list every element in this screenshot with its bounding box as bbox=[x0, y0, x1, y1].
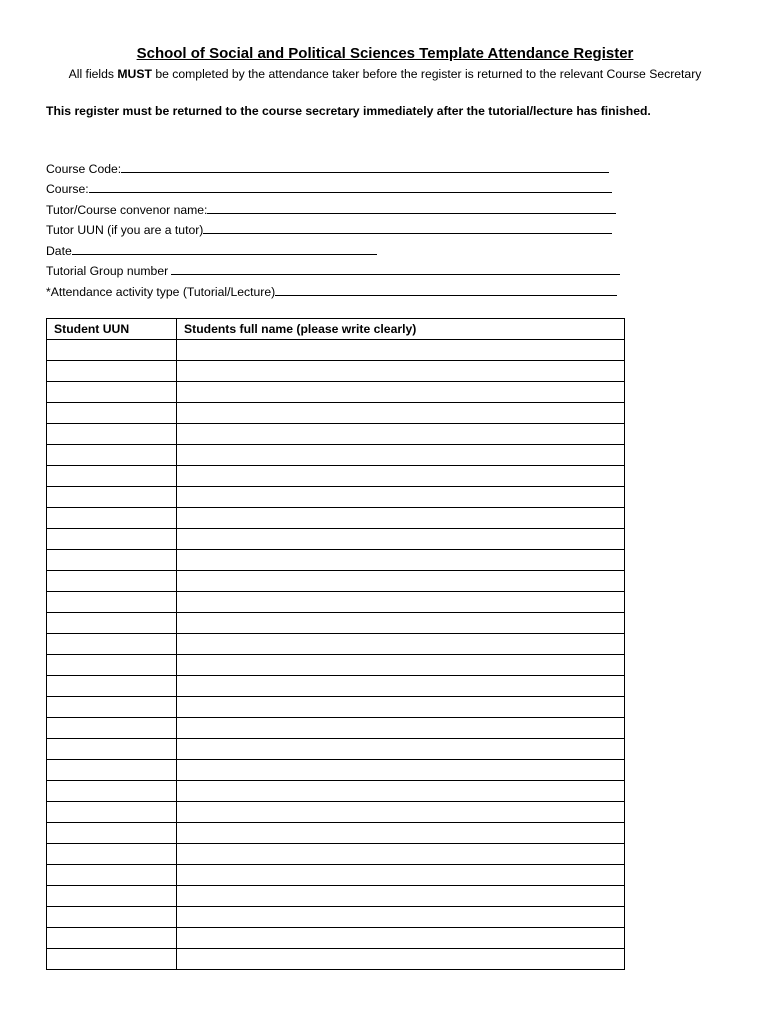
student-uun-cell[interactable] bbox=[47, 802, 177, 823]
student-name-cell[interactable] bbox=[177, 445, 625, 466]
student-name-cell[interactable] bbox=[177, 487, 625, 508]
field-label: Course: bbox=[46, 182, 89, 196]
student-name-cell[interactable] bbox=[177, 592, 625, 613]
student-uun-cell[interactable] bbox=[47, 760, 177, 781]
table-row bbox=[47, 508, 625, 529]
student-name-cell[interactable] bbox=[177, 550, 625, 571]
student-name-cell[interactable] bbox=[177, 508, 625, 529]
field-label: *Attendance activity type (Tutorial/Lecture) bbox=[46, 284, 276, 299]
student-uun-cell[interactable] bbox=[47, 718, 177, 739]
table-row bbox=[47, 697, 625, 718]
student-uun-cell[interactable] bbox=[47, 886, 177, 907]
table-row bbox=[47, 529, 625, 550]
subtitle-text-end: be completed by the attendance taker before the register is returned to the relevant Course Secretary bbox=[151, 67, 702, 81]
student-name-cell[interactable] bbox=[177, 571, 625, 592]
table-row bbox=[47, 949, 625, 970]
student-uun-cell[interactable] bbox=[47, 424, 177, 445]
student-uun-cell[interactable] bbox=[47, 550, 177, 571]
student-name-cell[interactable] bbox=[177, 697, 625, 718]
field-date[interactable] bbox=[46, 237, 377, 258]
table-row bbox=[47, 592, 625, 613]
table-row bbox=[47, 676, 625, 697]
table-row bbox=[47, 802, 625, 823]
student-name-cell[interactable] bbox=[177, 865, 625, 886]
student-name-cell[interactable] bbox=[177, 403, 625, 424]
student-name-cell[interactable] bbox=[177, 928, 625, 949]
table-row bbox=[47, 760, 625, 781]
field-label: Tutor UUN (if you are a tutor) bbox=[46, 223, 204, 237]
student-name-cell[interactable] bbox=[177, 802, 625, 823]
table-row bbox=[47, 844, 625, 865]
student-uun-cell[interactable] bbox=[47, 466, 177, 487]
table-row bbox=[47, 550, 625, 571]
student-name-cell[interactable] bbox=[177, 949, 625, 970]
student-uun-cell[interactable] bbox=[47, 739, 177, 760]
student-name-cell[interactable] bbox=[177, 886, 625, 907]
field-tutor-uun[interactable] bbox=[46, 217, 612, 238]
table-row bbox=[47, 907, 625, 928]
student-name-cell[interactable] bbox=[177, 466, 625, 487]
document-title: School of Social and Political Sciences Template Attendance Register bbox=[136, 45, 634, 62]
student-uun-cell[interactable] bbox=[47, 340, 177, 361]
register-fields bbox=[46, 155, 626, 299]
student-name-cell[interactable] bbox=[177, 739, 625, 760]
field-label: Tutorial Group number bbox=[46, 264, 169, 278]
field-line[interactable] bbox=[89, 180, 612, 193]
student-uun-cell[interactable] bbox=[47, 844, 177, 865]
student-uun-cell[interactable] bbox=[47, 949, 177, 970]
table-row bbox=[47, 928, 625, 949]
student-uun-cell[interactable] bbox=[47, 571, 177, 592]
table-row bbox=[47, 781, 625, 802]
attendance-table bbox=[46, 318, 625, 970]
table-row bbox=[47, 718, 625, 739]
field-line[interactable] bbox=[275, 283, 617, 296]
student-uun-cell[interactable] bbox=[47, 445, 177, 466]
subtitle-emphasis: MUST bbox=[117, 67, 152, 81]
field-label: Date bbox=[46, 243, 72, 258]
table-row bbox=[47, 403, 625, 424]
table-row bbox=[47, 466, 625, 487]
student-name-cell[interactable] bbox=[177, 676, 625, 697]
field-line[interactable] bbox=[207, 201, 616, 214]
column-header-student-uun: Student UUN bbox=[47, 319, 177, 340]
student-name-cell[interactable] bbox=[177, 823, 625, 844]
student-name-cell[interactable] bbox=[177, 760, 625, 781]
student-uun-cell[interactable] bbox=[47, 592, 177, 613]
field-label: Course Code: bbox=[46, 161, 122, 176]
field-course-code[interactable] bbox=[46, 155, 609, 176]
student-uun-cell[interactable] bbox=[47, 907, 177, 928]
field-line[interactable] bbox=[121, 160, 609, 173]
table-row bbox=[47, 634, 625, 655]
student-name-cell[interactable] bbox=[177, 907, 625, 928]
table-header-row bbox=[47, 319, 625, 340]
student-uun-cell[interactable] bbox=[47, 697, 177, 718]
field-line[interactable] bbox=[203, 221, 612, 234]
return-notice: This register must be returned to the course secretary immediately after the tutorial/lecture has finished. bbox=[46, 104, 651, 118]
document-subtitle bbox=[60, 66, 710, 83]
student-name-cell[interactable] bbox=[177, 718, 625, 739]
student-uun-cell[interactable] bbox=[47, 865, 177, 886]
student-uun-cell[interactable] bbox=[47, 634, 177, 655]
field-label: Tutor/Course convenor name: bbox=[46, 202, 208, 217]
table-row bbox=[47, 613, 625, 634]
table-row bbox=[47, 382, 625, 403]
table-row bbox=[47, 361, 625, 382]
student-name-cell[interactable] bbox=[177, 382, 625, 403]
student-uun-cell[interactable] bbox=[47, 361, 177, 382]
field-course[interactable] bbox=[46, 176, 612, 197]
student-uun-cell[interactable] bbox=[47, 382, 177, 403]
student-uun-cell[interactable] bbox=[47, 529, 177, 550]
column-header-full-name: Students full name (please write clearly) bbox=[177, 319, 625, 340]
student-name-cell[interactable] bbox=[177, 361, 625, 382]
student-name-cell[interactable] bbox=[177, 424, 625, 445]
student-name-cell[interactable] bbox=[177, 340, 625, 361]
student-uun-cell[interactable] bbox=[47, 403, 177, 424]
student-name-cell[interactable] bbox=[177, 655, 625, 676]
field-line[interactable] bbox=[171, 262, 620, 275]
student-uun-cell[interactable] bbox=[47, 613, 177, 634]
student-uun-cell[interactable] bbox=[47, 823, 177, 844]
student-name-cell[interactable] bbox=[177, 613, 625, 634]
field-activity-type[interactable] bbox=[46, 278, 617, 299]
table-row bbox=[47, 571, 625, 592]
student-uun-cell[interactable] bbox=[47, 928, 177, 949]
attendance-rows bbox=[47, 340, 625, 970]
student-uun-cell[interactable] bbox=[47, 781, 177, 802]
table-row bbox=[47, 445, 625, 466]
table-row bbox=[47, 823, 625, 844]
student-name-cell[interactable] bbox=[177, 781, 625, 802]
table-row bbox=[47, 886, 625, 907]
table-row bbox=[47, 487, 625, 508]
table-row bbox=[47, 739, 625, 760]
student-uun-cell[interactable] bbox=[47, 508, 177, 529]
field-tutorial-group[interactable] bbox=[46, 258, 620, 279]
student-name-cell[interactable] bbox=[177, 844, 625, 865]
subtitle-text-start: All fields bbox=[68, 67, 118, 81]
table-row bbox=[47, 655, 625, 676]
student-uun-cell[interactable] bbox=[47, 487, 177, 508]
student-uun-cell[interactable] bbox=[47, 676, 177, 697]
field-line[interactable] bbox=[72, 242, 377, 255]
table-row bbox=[47, 340, 625, 361]
table-row bbox=[47, 865, 625, 886]
table-row bbox=[47, 424, 625, 445]
student-uun-cell[interactable] bbox=[47, 655, 177, 676]
field-tutor-name[interactable] bbox=[46, 196, 616, 217]
student-name-cell[interactable] bbox=[177, 529, 625, 550]
student-name-cell[interactable] bbox=[177, 634, 625, 655]
